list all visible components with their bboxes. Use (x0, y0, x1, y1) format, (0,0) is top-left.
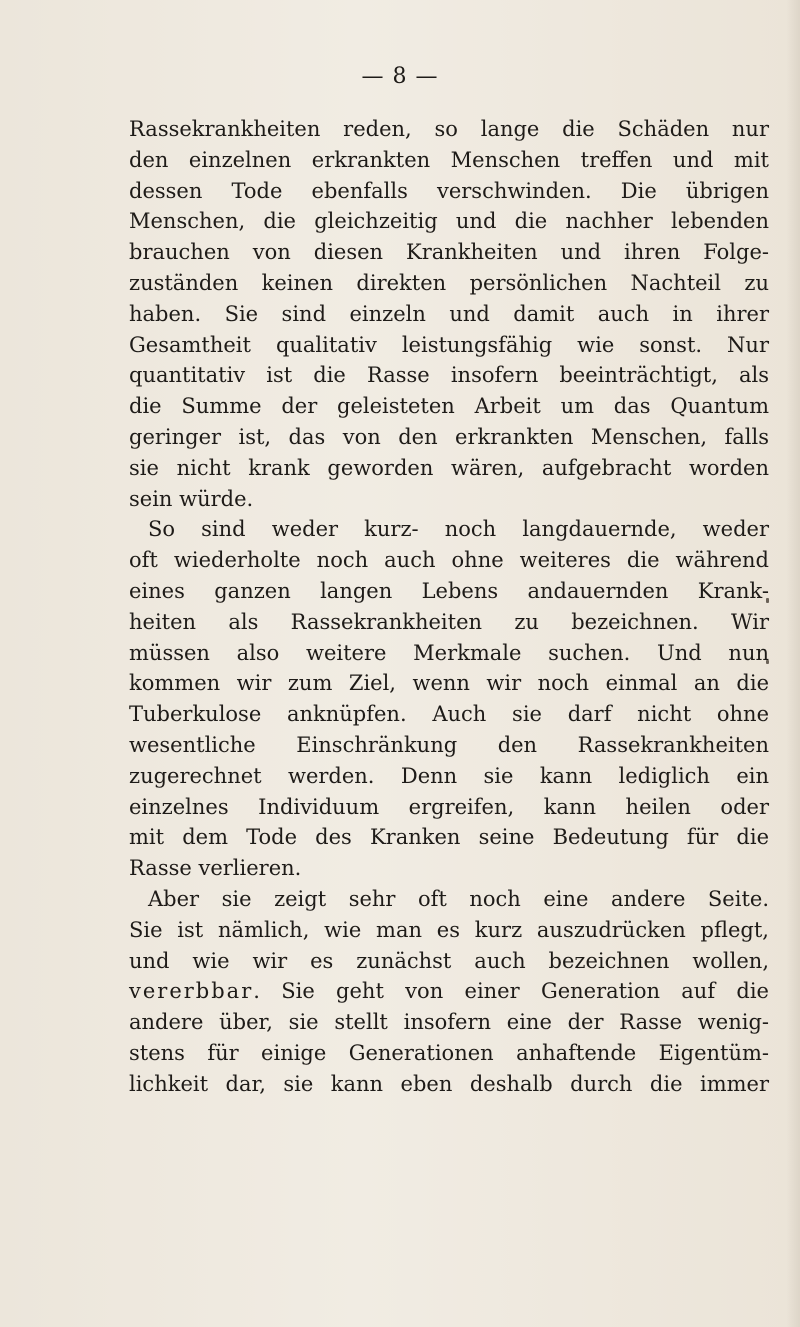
text-line: zuständen keinen direkten persönlichen Nachteil zu (129, 270, 769, 295)
text-line: zugerechnet werden. Denn sie kann lediglich ein (129, 763, 769, 788)
text-line: Tuberkulose anknüpfen. Auch sie darf nicht ohne (129, 702, 769, 727)
text-line: geringer ist, das von den erkrankten Menschen, falls (129, 424, 769, 449)
text-line: heiten als Rassekrankheiten zu bezeichnen. Wir (129, 609, 769, 634)
text-line: eines ganzen langen Lebens andauernden Krank- (129, 578, 769, 603)
text-line-rest: . Sie geht von einer Generation auf die (253, 979, 769, 1004)
text-line: haben. Sie sind einzeln und damit auch in ihrer (129, 301, 769, 326)
text-line: stens für einige Generationen anhaftende Eigentüm- (129, 1040, 769, 1065)
page-edge-shadow (786, 0, 800, 1327)
text-line: Rasse verlieren. (129, 856, 302, 881)
text-line: den einzelnen erkrankten Menschen treffen und mit (129, 147, 769, 172)
text-line: quantitativ ist die Rasse insofern beeinträchtigt, als (129, 363, 769, 388)
text-line: Gesamtheit qualitativ leistungsfähig wie sonst. Nur (129, 332, 769, 357)
text-line: Menschen, die gleichzeitig und die nachher lebenden (129, 209, 769, 234)
text-line: brauchen von diesen Krankheiten und ihren Folge- (129, 240, 769, 265)
text-line: sie nicht krank geworden wären, aufgebracht worden (129, 455, 769, 480)
text-line: und wie wir es zunächst auch bezeichnen wollen, (129, 948, 769, 973)
page-number: — 8 — (361, 64, 439, 89)
text-line: andere über, sie stellt insofern eine der Rasse wenig- (129, 1010, 769, 1035)
text-line: dessen Tode ebenfalls verschwinden. Die übrigen (129, 178, 769, 203)
text-line: wesentliche Einschränkung den Rassekrankheiten (129, 732, 769, 757)
text-line-emphasis (129, 976, 769, 1007)
text-line: Rassekrankheiten reden, so lange die Schäden nur (129, 117, 769, 141)
text-line: Sie ist nämlich, wie man es kurz auszudrücken pflegt, (129, 917, 769, 942)
text-line: einzelnes Individuum ergreifen, kann heilen oder (129, 794, 769, 819)
text-line: oft wiederholte noch auch ohne weiteres die während (129, 548, 769, 573)
text-line: die Summe der geleisteten Arbeit um das Quantum (129, 394, 769, 419)
text-line: So sind weder kurz- noch langdauernde, weder (148, 517, 769, 542)
body-text (129, 114, 769, 1100)
text-line: sein würde. (129, 486, 254, 511)
text-line: kommen wir zum Ziel, wenn wir noch einmal an die (129, 671, 769, 696)
text-line: lichkeit dar, sie kann eben deshalb durch die immer (129, 1071, 769, 1096)
spaced-emphasis-word: vererbbar (129, 979, 254, 1004)
text-line: mit dem Tode des Kranken seine Bedeutung für die (129, 825, 769, 850)
text-line: Aber sie zeigt sehr oft noch eine andere Seite. (148, 886, 769, 911)
text-line: müssen also weitere Merkmale suchen. Und nun (129, 640, 769, 665)
